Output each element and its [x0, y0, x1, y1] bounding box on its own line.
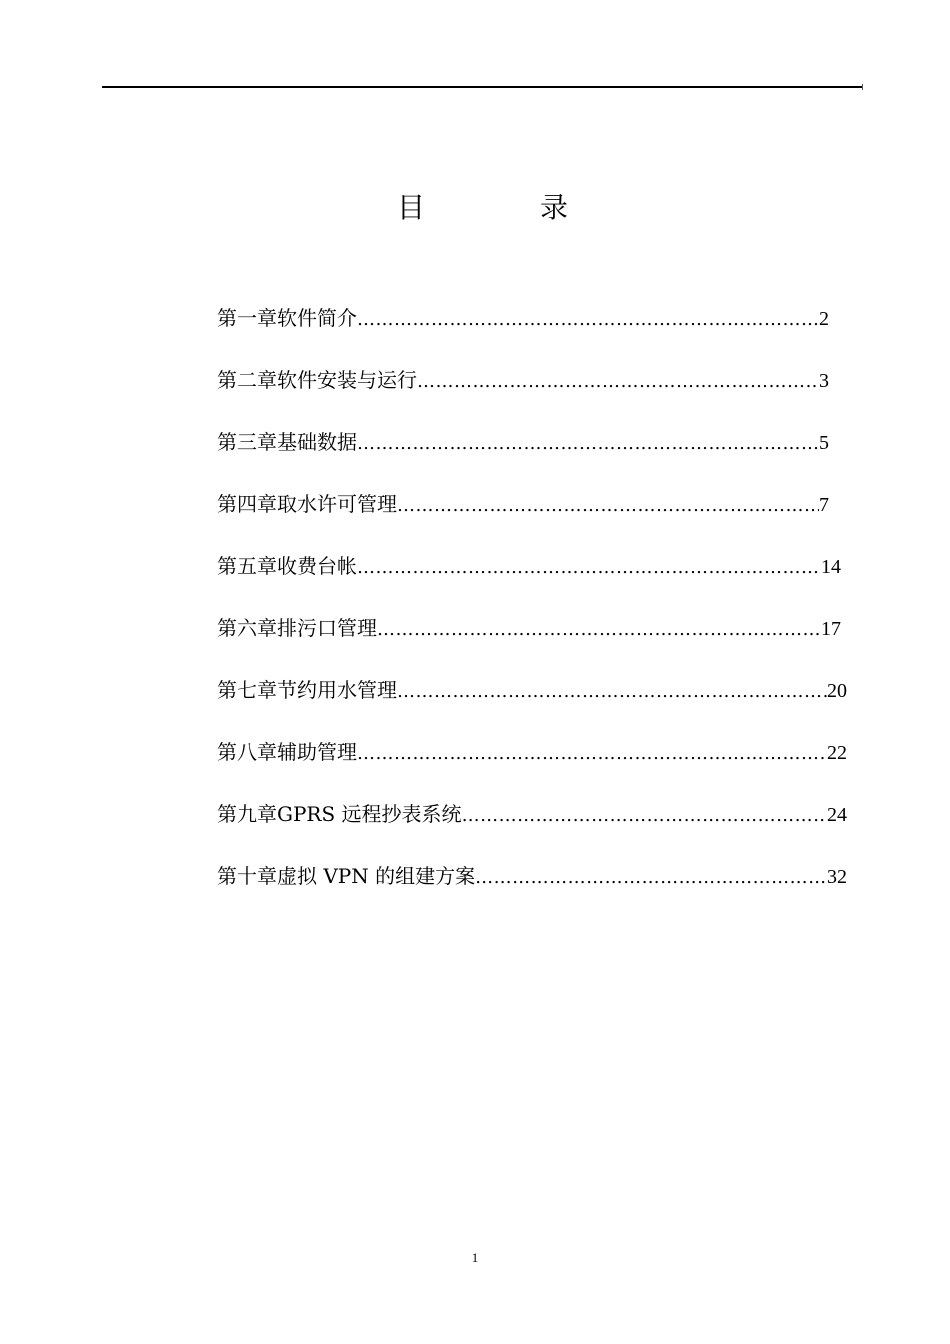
toc-page-number: 5 — [819, 432, 829, 454]
toc-chapter-label: 第五章 — [217, 554, 277, 578]
toc-dot-leader — [377, 614, 821, 646]
toc-title — [0, 188, 950, 228]
toc-chapter-title: 取水许可管理 — [277, 492, 397, 516]
toc-entry-chapter-2[interactable] — [217, 364, 829, 396]
toc-entry-chapter-9[interactable] — [217, 798, 847, 830]
toc-page-number: 24 — [827, 804, 847, 826]
toc-entry-chapter-8[interactable] — [217, 736, 847, 768]
toc-title-char-2: 录 — [540, 191, 569, 224]
toc-chapter-title: 节约用水管理 — [277, 678, 397, 702]
toc-dot-leader — [357, 552, 821, 584]
toc-page-number: 22 — [827, 742, 847, 764]
toc-page-number: 7 — [819, 494, 829, 516]
toc-dot-leader — [397, 490, 819, 522]
toc-page-number: 32 — [827, 866, 847, 888]
header-rule — [102, 86, 862, 88]
toc-chapter-title: 基础数据 — [277, 430, 357, 454]
header-tick-mark — [862, 84, 863, 90]
toc-entry-chapter-3[interactable] — [217, 426, 829, 458]
toc-dot-leader — [357, 738, 827, 770]
toc-entry-chapter-10[interactable] — [217, 860, 847, 892]
toc-chapter-title: 排污口管理 — [277, 616, 377, 640]
toc-dot-leader — [357, 428, 819, 460]
toc-entry-chapter-1[interactable] — [217, 302, 829, 334]
toc-dot-leader — [475, 862, 827, 894]
toc-dot-leader — [417, 366, 819, 398]
toc-chapter-title: GPRS 远程抄表系统 — [277, 802, 462, 826]
toc-chapter-title: 软件安装与运行 — [277, 368, 417, 392]
toc-chapter-title: 软件简介 — [277, 306, 357, 330]
toc-entry-chapter-5[interactable] — [217, 550, 841, 582]
toc-chapter-label: 第九章 — [217, 802, 277, 826]
toc-chapter-label: 第六章 — [217, 616, 277, 640]
toc-chapter-label: 第一章 — [217, 306, 277, 330]
toc-chapter-label: 第七章 — [217, 678, 277, 702]
toc-page-number: 20 — [827, 680, 847, 702]
toc-dot-leader — [397, 676, 827, 708]
toc-chapter-title: 虚拟 VPN 的组建方案 — [277, 864, 476, 888]
toc-chapter-label: 第三章 — [217, 430, 277, 454]
toc-page-number: 17 — [821, 618, 841, 640]
toc-chapter-title: 辅助管理 — [277, 740, 357, 764]
toc-entry-chapter-6[interactable] — [217, 612, 841, 644]
toc-chapter-label: 第四章 — [217, 492, 277, 516]
toc-chapter-label: 第八章 — [217, 740, 277, 764]
toc-entry-chapter-4[interactable] — [217, 488, 829, 520]
footer-page-number: 1 — [471, 1250, 479, 1265]
toc-dot-leader — [462, 800, 827, 832]
toc-chapter-title: 收费台帐 — [277, 554, 357, 578]
toc-page-number: 2 — [819, 308, 829, 330]
toc-chapter-label: 第十章 — [217, 864, 277, 888]
toc-entry-chapter-7[interactable] — [217, 674, 847, 706]
toc-page-number: 14 — [821, 556, 841, 578]
toc-page-number: 3 — [819, 370, 829, 392]
toc-chapter-label: 第二章 — [217, 368, 277, 392]
toc-dot-leader — [357, 304, 819, 336]
toc-title-char-1: 目 — [397, 191, 426, 224]
